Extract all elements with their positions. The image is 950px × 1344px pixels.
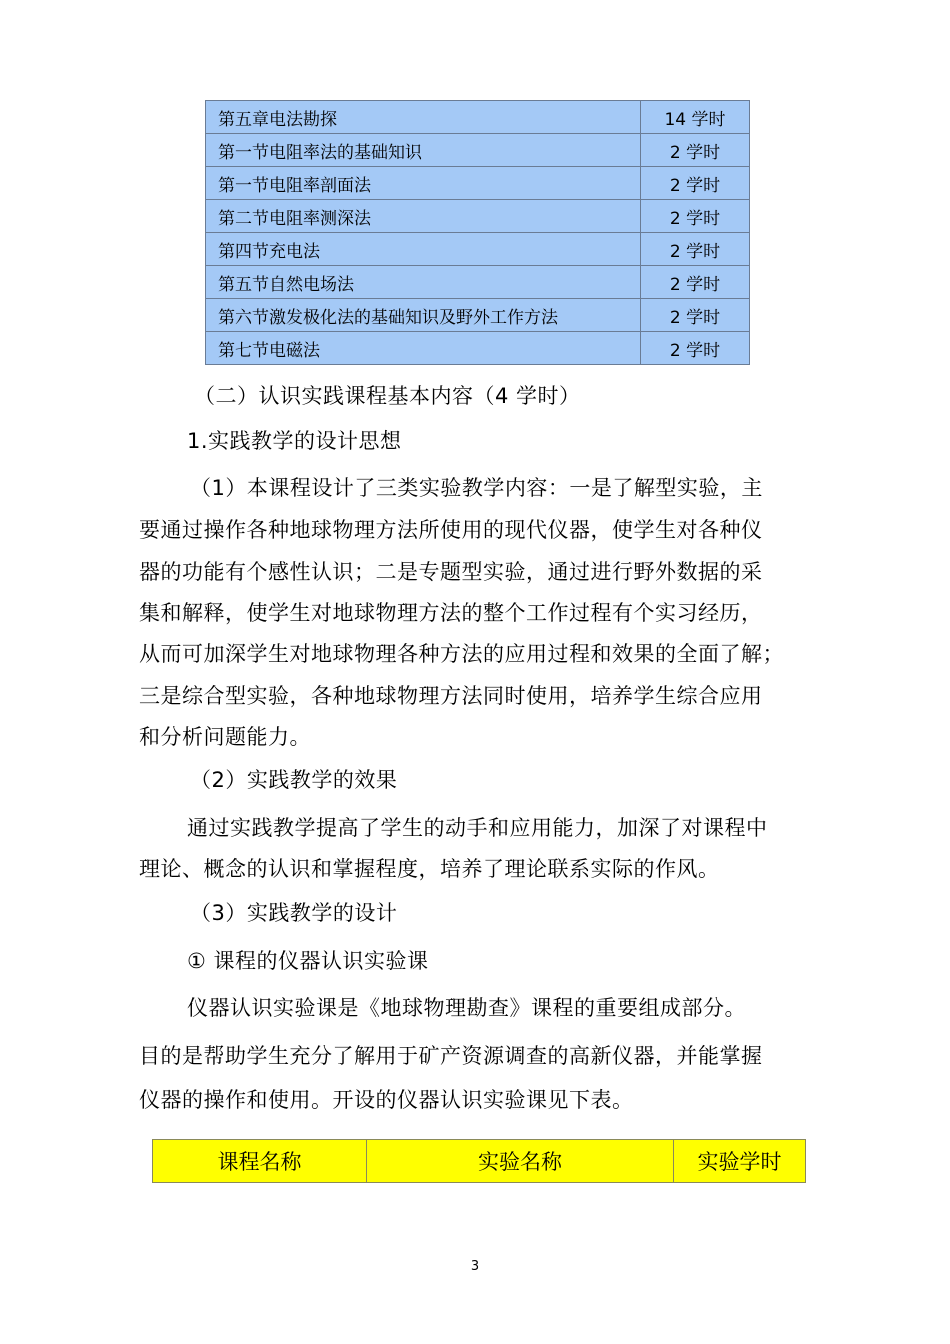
hours-cell: 2 学时 [641, 200, 750, 233]
paragraph-line: 理论、概念的认识和掌握程度，培养了理论联系实际的作风。 [139, 857, 720, 881]
paragraph-line: 器的功能有个感性认识；二是专题型实验，通过进行野外数据的采 [139, 560, 763, 584]
hours-cell: 2 学时 [641, 266, 750, 299]
hours-cell: 2 学时 [641, 233, 750, 266]
item-heading-effect: （2）实践教学的效果 [190, 768, 398, 792]
header-course-name: 课程名称 [153, 1140, 367, 1183]
table-header-row [153, 1140, 806, 1183]
paragraph-line: 目的是帮助学生充分了解用于矿产资源调查的高新仪器，并能掌握 [139, 1044, 763, 1068]
hours-cell: 2 学时 [641, 299, 750, 332]
hours-cell: 2 学时 [641, 134, 750, 167]
section-name-cell: 第四节充电法 [206, 233, 641, 266]
hours-cell: 14 学时 [641, 101, 750, 134]
item-heading-design: （3）实践教学的设计 [190, 901, 398, 925]
paragraph-line: 要通过操作各种地球物理方法所使用的现代仪器，使学生对各种仪 [139, 518, 763, 542]
table-row [206, 101, 750, 134]
hours-cell: 2 学时 [641, 167, 750, 200]
table-row [206, 266, 750, 299]
section-name-cell: 第二节电阻率测深法 [206, 200, 641, 233]
section-name-cell: 第五节自然电场法 [206, 266, 641, 299]
table-row [206, 233, 750, 266]
sub-heading-design-idea: 1.实践教学的设计思想 [187, 429, 402, 453]
paragraph-line: 三是综合型实验，各种地球物理方法同时使用，培养学生综合应用 [139, 684, 763, 708]
table-row [206, 332, 750, 365]
section-name-cell: 第一节电阻率法的基础知识 [206, 134, 641, 167]
section-name-cell: 第一节电阻率剖面法 [206, 167, 641, 200]
paragraph-line: 集和解释，使学生对地球物理方法的整个工作过程有个实习经历， [139, 601, 763, 625]
hours-cell: 2 学时 [641, 332, 750, 365]
chapter-hours-table [205, 100, 750, 365]
paragraph-line: 和分析问题能力。 [139, 725, 311, 749]
paragraph-line: 通过实践教学提高了学生的动手和应用能力，加深了对课程中 [187, 816, 768, 840]
table-row [206, 299, 750, 332]
header-experiment-hours: 实验学时 [674, 1140, 806, 1183]
paragraph-line: 仪器认识实验课是《地球物理勘查》课程的重要组成部分。 [187, 996, 746, 1020]
section-name-cell: 第五章电法勘探 [206, 101, 641, 134]
paragraph-line: 从而可加深学生对地球物理各种方法的应用过程和效果的全面了解； [139, 642, 784, 666]
page-number: 3 [470, 1259, 480, 1274]
paragraph-line: （1）本课程设计了三类实验教学内容：一是了解型实验，主 [190, 476, 763, 500]
table-row [206, 134, 750, 167]
table-row [206, 167, 750, 200]
section-name-cell: 第六节激发极化法的基础知识及野外工作方法 [206, 299, 641, 332]
section-heading: （二）认识实践课程基本内容（4 学时） [194, 384, 581, 408]
table-row [206, 200, 750, 233]
section-name-cell: 第七节电磁法 [206, 332, 641, 365]
circled-heading-instrument-course: ① 课程的仪器认识实验课 [187, 949, 429, 973]
paragraph-line: 仪器的操作和使用。开设的仪器认识实验课见下表。 [139, 1088, 634, 1112]
instrument-course-table [152, 1139, 806, 1183]
header-experiment-name: 实验名称 [367, 1140, 674, 1183]
